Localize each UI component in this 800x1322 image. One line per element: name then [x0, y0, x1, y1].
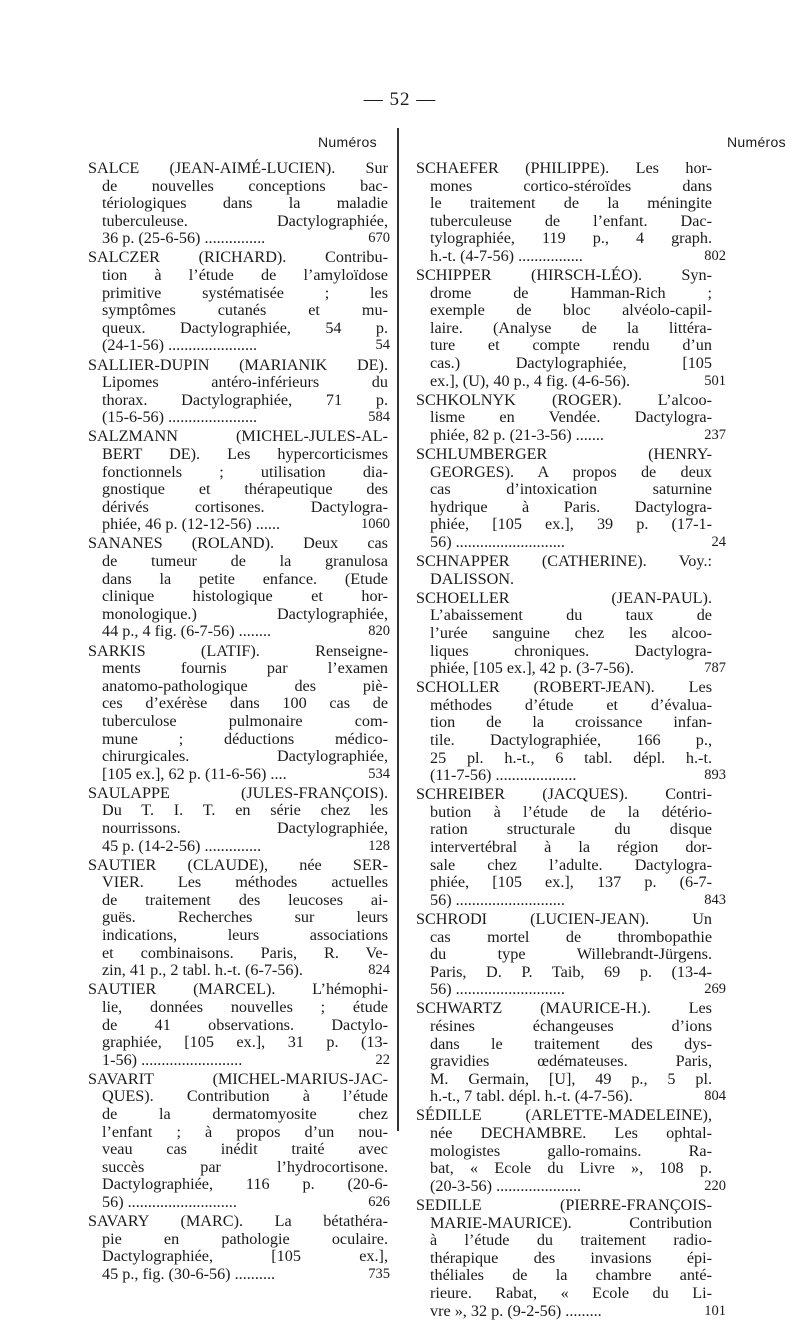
index-entry — [88, 1213, 388, 1283]
entry-text-line: symptômes cutanés et mu- — [102, 301, 388, 320]
entry-number: 501 — [704, 372, 726, 389]
entry-text-line: liques chroniques. Dactylogra- — [430, 641, 712, 660]
entry-number: 824 — [368, 962, 390, 979]
entry-text-line: mones cortico-stéroïdes dans — [430, 176, 712, 195]
entry-number: 626 — [368, 1193, 390, 1210]
entry-number: 735 — [368, 1265, 390, 1282]
entry-number: 128 — [368, 837, 390, 854]
entry-author-line: SALCE (JEAN-AIMÉ-LUCIEN). Sur — [88, 159, 388, 177]
entry-number: 820 — [368, 623, 390, 640]
entry-text-line: l’urée sanguine chez les alcoo- — [430, 623, 712, 642]
entry-text-line: 56) ........................... — [430, 890, 565, 909]
entry-number: 534 — [368, 765, 390, 782]
entry-text-line: tion à l’étude de l’amyloïdose — [102, 266, 388, 285]
entry-text-line: méthodes d’étude et d’évalua- — [430, 695, 712, 714]
index-entry — [416, 445, 726, 552]
entry-number: 220 — [704, 1177, 726, 1194]
entry-author-line: SCHLUMBERGER (HENRY- — [416, 445, 712, 463]
entry-text-line: VIER. Les méthodes actuelles — [102, 873, 388, 892]
entry-text-line: bution à l’étude de la détério- — [430, 802, 712, 821]
entry-text-line: dans la petite enfance. (Etude — [102, 569, 388, 588]
entry-text-line: du type Willebrandt-Jürgens. — [430, 945, 712, 964]
entry-text-line: (24-1-56) ...................... — [102, 336, 258, 355]
index-entry — [416, 588, 726, 678]
entry-text-line: monologique.) Dactylographiée, — [102, 604, 388, 623]
entry-number: 893 — [704, 767, 726, 784]
entry-text-line: tériologiques dans la maladie — [102, 194, 388, 213]
index-entry — [416, 1195, 726, 1320]
entry-author-line: SÉDILLE (ARLETTE-MADELEINE), — [416, 1106, 712, 1125]
index-entry — [416, 553, 712, 588]
entry-text-line: cas d’intoxication saturnine — [430, 480, 712, 499]
index-entry — [88, 535, 388, 641]
entry-text-line: anatomo-pathologique des piè- — [102, 676, 388, 695]
entry-text-line: 36 p. (25-6-56) ............... — [102, 229, 266, 248]
entry-author-line: SANANES (ROLAND). Deux cas — [88, 534, 388, 553]
entry-author-line: SAVARY (MARC). La bétathéra- — [88, 1212, 388, 1231]
entry-number: 670 — [368, 230, 390, 247]
entry-text-line: vre », 32 p. (9-2-56) ......... — [430, 1301, 602, 1320]
entry-text-line: 25 pl. h.-t., 6 tabl. dépl. h.-t. — [430, 748, 712, 767]
entry-text-line: primitive systématisée ; les — [102, 283, 388, 302]
entry-text-line: ments fournis par l’examen — [102, 659, 388, 678]
entry-text-line: 56) ........................... — [102, 1192, 237, 1211]
entry-text-line: gravidies œdémateuses. Paris, — [430, 1052, 712, 1071]
entry-text-line: Lipomes antéro-inférieurs du — [102, 373, 388, 392]
left-column-heading: Numéros — [318, 134, 377, 150]
index-entry — [416, 785, 726, 909]
index-entry — [416, 909, 726, 999]
index-entry — [416, 390, 726, 445]
entry-number: 24 — [711, 533, 726, 550]
entry-author-line: SALLIER-DUPIN (MARIANIK DE). — [88, 355, 388, 374]
entry-text-line: tylographiée, 119 p., 4 graph. — [430, 229, 712, 248]
entry-text-line: thérapique des invasions épi- — [430, 1248, 712, 1267]
entry-text-line: cas mortel de thrombopathie — [430, 927, 712, 946]
entry-text-line: BERT DE). Les hypercorticismes — [102, 445, 388, 463]
entry-author-line: SCHOLLER (ROBERT-JEAN). Les — [416, 678, 712, 697]
index-entry — [416, 1106, 726, 1195]
entry-text-line: fonctionnels ; utilisation dia- — [102, 462, 388, 481]
entry-text-line: exemple de bloc alvéolo-capil- — [430, 301, 712, 320]
entry-number: 787 — [704, 660, 726, 677]
entry-text-line: dérivés cortisones. Dactylogra- — [102, 497, 388, 516]
entry-number: 802 — [704, 247, 726, 264]
index-entry — [88, 643, 388, 784]
entry-text-line: de traitement des leucoses ai- — [102, 890, 388, 909]
entry-text-line: GEORGES). A propos de deux — [430, 462, 712, 481]
entry-number: 843 — [704, 891, 726, 908]
entry-text-line: Dactylographiée, 116 p. (20-6- — [102, 1175, 388, 1194]
entry-author-line: SCHRODI (LUCIEN-JEAN). Un — [416, 909, 712, 928]
entry-text-line: gnostique et thérapeutique des — [102, 480, 388, 499]
entry-text-line: succès par l’hydrocortisone. — [102, 1157, 388, 1176]
entry-text-line: dans le traitement des dys- — [430, 1034, 712, 1053]
entry-author-line: SAUTIER (CLAUDE), née SER- — [88, 855, 388, 874]
entry-text-line: zin, 41 p., 2 tabl. h.-t. (6-7-56). — [102, 961, 303, 980]
entry-text-line: phiée, 82 p. (21-3-56) ....... — [430, 425, 604, 444]
index-entry — [416, 159, 726, 266]
entry-text-line: MARIE-MAURICE). Contribution — [430, 1213, 712, 1232]
entry-text-line: rieure. Rabat, « Ecole du Li- — [430, 1283, 712, 1302]
entry-number: 269 — [704, 981, 726, 998]
entry-text-line: de nouvelles conceptions bac- — [102, 176, 388, 195]
column-divider — [397, 128, 399, 1131]
entry-text-line: (11-7-56) .................... — [430, 766, 577, 785]
entry-text-line: (15-6-56) ...................... — [102, 408, 258, 427]
entry-text-line: de tumeur de la granulosa — [102, 552, 388, 571]
index-entry — [88, 785, 388, 855]
entry-text-line: drome de Hamman-Rich ; — [430, 283, 712, 302]
entry-text-line: tile. Dactylographiée, 166 p., — [430, 731, 712, 749]
entry-text-line: résines échangeuses d’ions — [430, 1017, 712, 1035]
entry-number: 1060 — [361, 516, 390, 533]
entry-text-line: laire. (Analyse de la littéra- — [430, 318, 712, 337]
index-entry — [88, 428, 388, 534]
entry-number: 584 — [368, 409, 390, 426]
entry-text-line: mune ; déductions médico- — [102, 729, 388, 748]
entry-text-line: indications, leurs associations — [102, 926, 388, 945]
entry-author-line: SEDILLE (PIERRE-FRANÇOIS- — [416, 1195, 712, 1214]
entry-text-line: bat, « Ecole du Livre », 108 p. — [430, 1159, 712, 1178]
entry-text-line: intervertébral à la région dor- — [430, 838, 712, 857]
entry-text-line: queux. Dactylographiée, 54 p. — [102, 318, 388, 337]
entry-text-line: née DECHAMBRE. Les ophtal- — [430, 1124, 712, 1143]
right-column-heading: Numéros — [727, 134, 786, 150]
entry-author-line: SCHWARTZ (MAURICE-H.). Les — [416, 999, 712, 1018]
entry-text-line: 56) ........................... — [430, 532, 565, 551]
entry-text-line: guës. Recherches sur leurs — [102, 908, 388, 927]
entry-text-line: phiée, 46 p. (12-12-56) ...... — [102, 515, 281, 534]
entry-text-line: QUES). Contribution à l’étude — [102, 1087, 388, 1106]
entry-number: 804 — [704, 1088, 726, 1105]
entry-author-line: SCHNAPPER (CATHERINE). Voy.: — [416, 552, 712, 571]
entry-text-line: à l’étude du traitement radio- — [430, 1231, 712, 1250]
entry-text-line: [105 ex.], 62 p. (11-6-56) .... — [102, 764, 287, 783]
entry-author-line: SCHKOLNYK (ROGER). L’alcoo- — [416, 390, 712, 409]
entry-author-line: SARKIS (LATIF). Renseigne- — [88, 641, 388, 660]
entry-text-line: 56) ........................... — [430, 980, 565, 999]
entry-author-line: SCHOELLER (JEAN-PAUL). — [416, 588, 712, 607]
entry-text-line: phiée, [105 ex.], 39 p. (17-1- — [430, 515, 712, 534]
entry-text-line: chirurgicales. Dactylographiée, — [102, 747, 388, 766]
entry-text-line: 1-56) ......................... — [102, 1050, 243, 1069]
entry-author-line: SCHAEFER (PHILIPPE). Les hor- — [416, 159, 712, 177]
entry-author-line: SALCZER (RICHARD). Contribu- — [88, 248, 388, 267]
index-entry — [88, 249, 388, 355]
entry-author-line: SCHREIBER (JACQUES). Contri- — [416, 785, 712, 804]
page-number: — 52 — — [363, 89, 437, 110]
entry-number: 22 — [375, 1051, 390, 1068]
entry-text-line: thorax. Dactylographiée, 71 p. — [102, 390, 388, 409]
entry-text-line: ture et compte rendu d’un — [430, 336, 712, 355]
right-column — [416, 159, 726, 1322]
entry-text-line: tuberculeuse de l’enfant. Dac- — [430, 211, 712, 230]
entry-text-line: 45 p., fig. (30-6-56) .......... — [102, 1264, 276, 1283]
entry-text-line: phiée, [105 ex.], 137 p. (6-7- — [430, 873, 712, 892]
entry-text-line: ex.], (U), 40 p., 4 fig. (4-6-56). — [430, 371, 631, 390]
entry-text-line: l’enfant ; à propos d’un nou- — [102, 1122, 388, 1141]
entry-text-line: mologistes gallo-romains. Ra- — [430, 1141, 712, 1160]
entry-text-line: phiée, [105 ex.], 42 p. (3-7-56). — [430, 659, 635, 678]
entry-text-line: cas.) Dactylographiée, [105 — [430, 354, 712, 373]
entry-author-line: SAULAPPE (JULES-FRANÇOIS). — [88, 783, 388, 802]
entry-text-line: veau cas inédit traité avec — [102, 1140, 388, 1159]
entry-text-line: sale chez l’adulte. Dactylogra- — [430, 855, 712, 874]
entry-text-line: DALISSON. — [430, 569, 515, 588]
entry-text-line: le traitement de la méningite — [430, 194, 712, 213]
entry-text-line: de 41 observations. Dactylo- — [102, 1015, 388, 1034]
entry-number: 101 — [704, 1302, 726, 1319]
index-entry — [416, 999, 726, 1106]
index-entry — [88, 1071, 388, 1212]
entry-text-line: théliales de la chambre anté- — [430, 1266, 712, 1285]
entry-text-line: h.-t., 7 tabl. dépl. h.-t. (4-7-56). — [430, 1087, 633, 1106]
entry-text-line: et combinaisons. Paris, R. Ve- — [102, 943, 388, 962]
entry-text-line: tuberculeuse. Dactylographiée, — [102, 211, 388, 230]
entry-text-line: nourrissons. Dactylographiée, — [102, 818, 388, 837]
entry-text-line: clinique histologique et hor- — [102, 587, 388, 606]
entry-text-line: de la dermatomyosite chez — [102, 1104, 388, 1123]
entry-author-line: SCHIPPER (HIRSCH-LÉO). Syn- — [416, 266, 712, 285]
index-entry — [88, 160, 388, 248]
entry-text-line: h.-t. (4-7-56) ................ — [430, 246, 583, 265]
entry-text-line: pie en pathologie oculaire. — [102, 1229, 388, 1248]
entry-author-line: SALZMANN (MICHEL-JULES-AL- — [88, 427, 388, 446]
entry-text-line: tion de la croissance infan- — [430, 713, 712, 732]
entry-text-line: 44 p., 4 fig. (6-7-56) ........ — [102, 622, 272, 641]
entry-text-line: Du T. I. T. en série chez les — [102, 801, 388, 820]
left-column — [88, 160, 388, 1285]
entry-text-line: ration structurale du disque — [430, 820, 712, 839]
entry-text-line: Paris, D. P. Taib, 69 p. (13-4- — [430, 962, 712, 981]
entry-author-line: SAVARIT (MICHEL-MARIUS-JAC- — [88, 1069, 388, 1088]
entry-number: 54 — [375, 337, 390, 354]
entry-text-line: tuberculose pulmonaire com- — [102, 711, 388, 730]
index-entry — [416, 266, 726, 390]
entry-author-line: SAUTIER (MARCEL). L’hémophi- — [88, 980, 388, 999]
entry-text-line: Dactylographiée, [105 ex.], — [102, 1247, 388, 1266]
entry-text-line: lisme en Vendée. Dactylogra- — [430, 408, 712, 427]
index-entry — [88, 981, 388, 1069]
entry-text-line: 45 p. (14-2-56) .............. — [102, 836, 262, 855]
entry-text-line: ces d’exérèse dans 100 cas de — [102, 694, 388, 713]
entry-text-line: graphiée, [105 ex.], 31 p. (13- — [102, 1033, 388, 1052]
entry-text-line: (20-3-56) ..................... — [430, 1176, 582, 1195]
entry-number: 237 — [704, 426, 726, 443]
index-entry — [88, 357, 388, 427]
index-entry — [88, 857, 388, 980]
entry-text-line: lie, données nouvelles ; étude — [102, 997, 388, 1016]
entry-text-line: L’abaissement du taux de — [430, 606, 712, 625]
entry-text-line: M. Germain, [U], 49 p., 5 pl. — [430, 1069, 712, 1088]
entry-text-line: hydrique à Paris. Dactylogra- — [430, 497, 712, 516]
index-entry — [416, 678, 726, 785]
